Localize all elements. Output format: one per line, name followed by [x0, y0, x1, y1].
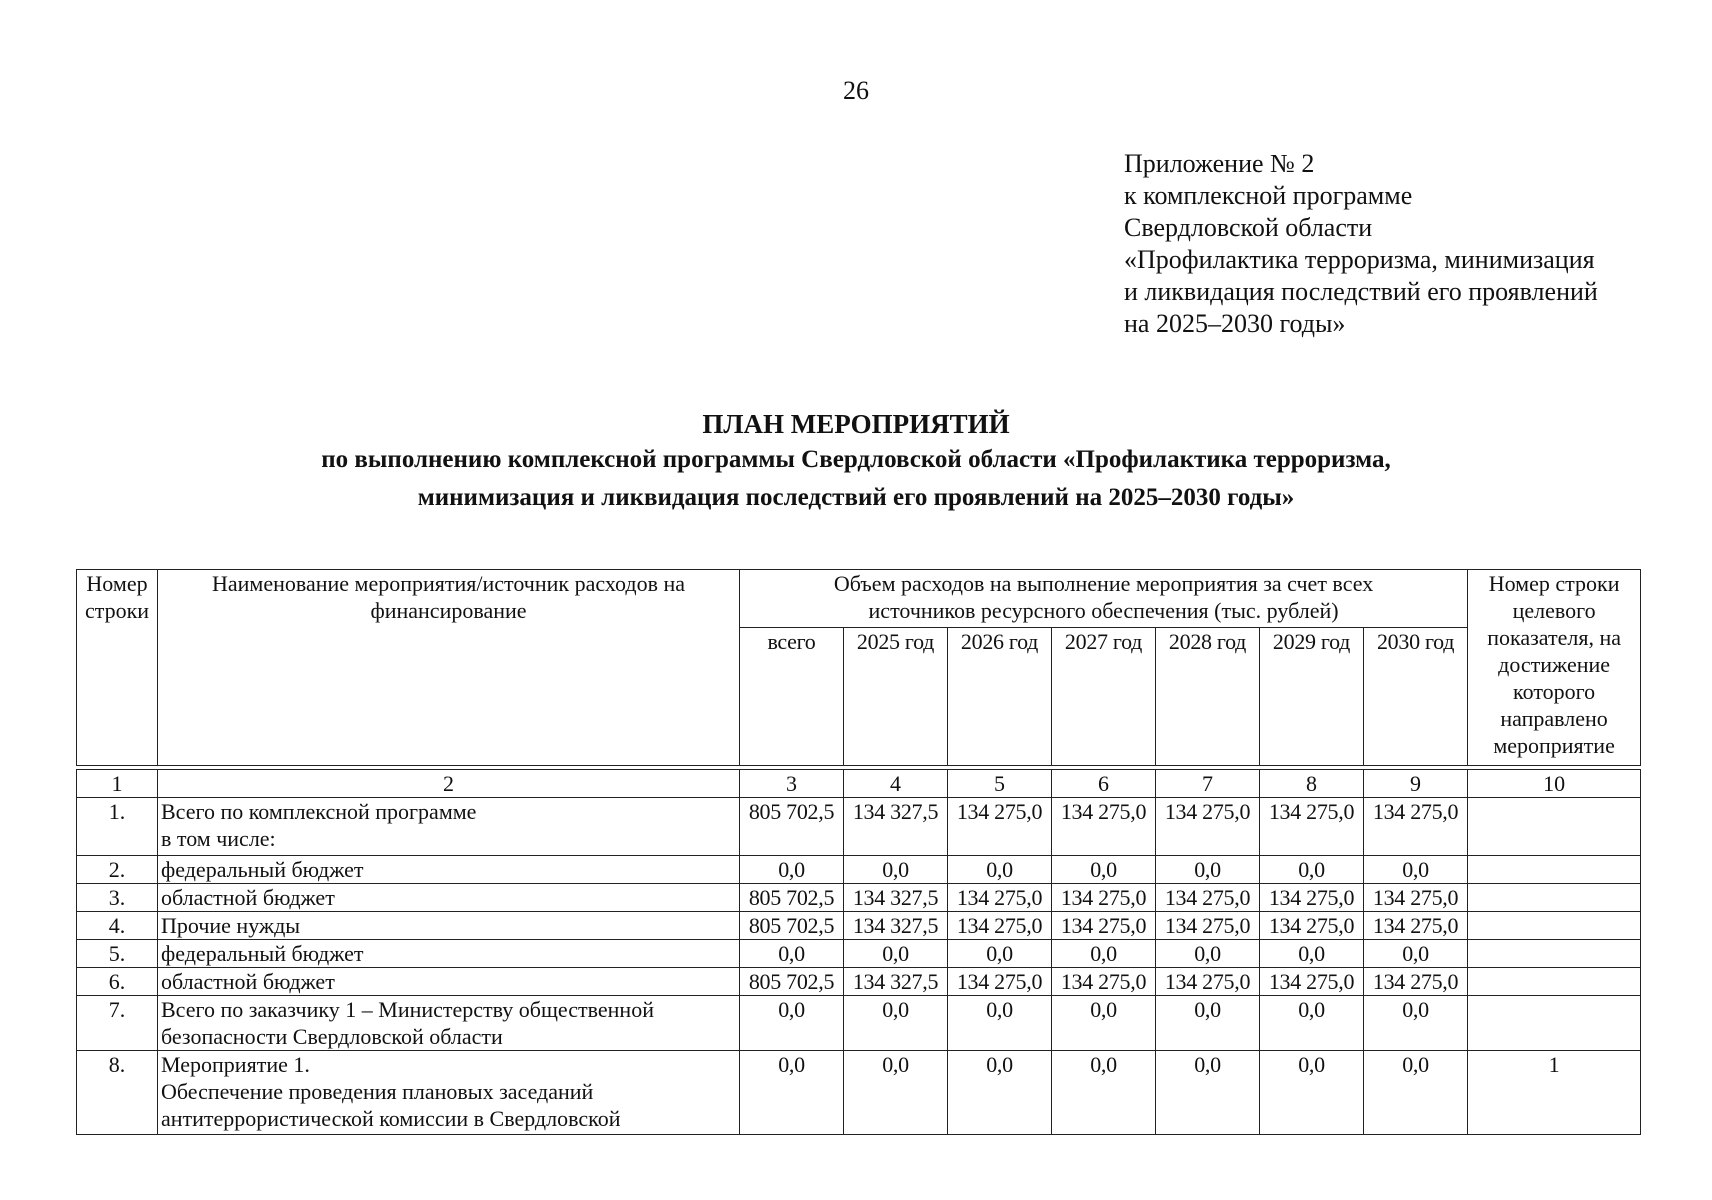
- amount-cell-y2027: 0,0: [1052, 940, 1156, 968]
- amount-cell-y2030: 0,0: [1364, 940, 1468, 968]
- header-year-2026: 2026 год: [948, 628, 1052, 766]
- header-year-2025: 2025 год: [844, 628, 948, 766]
- header-year-2028: 2028 год: [1156, 628, 1260, 766]
- amount-cell-total: 0,0: [740, 940, 844, 968]
- appendix-line: «Профилактика терроризма, минимизация: [1124, 245, 1595, 274]
- row-name-line: Прочие нужды: [161, 913, 301, 938]
- appendix-line: и ликвидация последствий его проявлений: [1124, 277, 1598, 306]
- table-row: [77, 912, 1641, 940]
- amount-cell-total: 805 702,5: [740, 968, 844, 996]
- table-row: [77, 968, 1641, 996]
- amount-cell-y2028: 134 275,0: [1156, 798, 1260, 856]
- row-name-cell: [158, 884, 740, 912]
- column-numbers-row: [77, 770, 1641, 798]
- table-row: [77, 940, 1641, 968]
- title-line: минимизация и ликвидация последствий его проявлений на 2025–2030 годы»: [417, 484, 1295, 511]
- amount-cell-y2025: 0,0: [844, 940, 948, 968]
- amount-cell-y2026: 0,0: [948, 940, 1052, 968]
- amount-cell-y2025: 0,0: [844, 996, 948, 1051]
- amount-cell-total: 805 702,5: [740, 798, 844, 856]
- row-name-line: Всего по комплексной программе: [161, 799, 477, 824]
- row-name-line: антитеррористической комиссии в Свердловской: [161, 1106, 621, 1131]
- row-name-line: Всего по заказчику 1 – Министерству общественной: [161, 997, 654, 1022]
- amount-cell-y2030: 0,0: [1364, 996, 1468, 1051]
- row-number-cell: 1.: [77, 798, 158, 856]
- amount-cell-y2029: 0,0: [1260, 1051, 1364, 1135]
- amount-cell-y2030: 134 275,0: [1364, 798, 1468, 856]
- amount-cell-y2029: 134 275,0: [1260, 798, 1364, 856]
- row-name-cell: [158, 856, 740, 884]
- row-name-line: федеральный бюджет: [161, 857, 364, 882]
- header-year-2029: 2029 год: [1260, 628, 1364, 766]
- header-name: Наименование мероприятия/источник расходов на финансирование: [158, 570, 740, 766]
- row-number-cell: 3.: [77, 884, 158, 912]
- row-name-line: областной бюджет: [161, 885, 335, 910]
- row-number-cell: 2.: [77, 856, 158, 884]
- amount-cell-y2026: 134 275,0: [948, 884, 1052, 912]
- table-row: [77, 856, 1641, 884]
- table-row: [77, 884, 1641, 912]
- amount-cell-y2027: 134 275,0: [1052, 968, 1156, 996]
- table-body: [77, 798, 1641, 1135]
- column-number: 10: [1468, 770, 1641, 798]
- row-number-cell: 5.: [77, 940, 158, 968]
- amount-cell-y2027: 0,0: [1052, 1051, 1156, 1135]
- amount-cell-y2025: 0,0: [844, 1051, 948, 1135]
- target-row-cell: [1468, 884, 1641, 912]
- column-number: 5: [948, 770, 1052, 798]
- title-line: по выполнению комплексной программы Свердловской области «Профилактика терроризма,: [321, 446, 1391, 473]
- amount-cell-y2026: 134 275,0: [948, 798, 1052, 856]
- table-row: [77, 996, 1641, 1051]
- amount-cell-y2027: 0,0: [1052, 996, 1156, 1051]
- amount-cell-y2025: 134 327,5: [844, 968, 948, 996]
- page-number: 26: [843, 76, 869, 105]
- header-target-row: Номер строки целевого показателя, на достижение которого направлено мероприятие: [1468, 570, 1641, 766]
- table-row: [77, 1051, 1641, 1135]
- amount-cell-y2025: 134 327,5: [844, 884, 948, 912]
- row-number-cell: 8.: [77, 1051, 158, 1135]
- amount-cell-y2027: 134 275,0: [1052, 798, 1156, 856]
- row-name-line: в том числе:: [161, 826, 276, 851]
- amount-cell-y2026: 134 275,0: [948, 912, 1052, 940]
- row-name-line: Обеспечение проведения плановых заседаний: [161, 1079, 594, 1104]
- row-name-cell: [158, 996, 740, 1051]
- amount-cell-total: 0,0: [740, 856, 844, 884]
- row-number-cell: 7.: [77, 996, 158, 1051]
- column-number: 7: [1156, 770, 1260, 798]
- amount-cell-y2028: 0,0: [1156, 940, 1260, 968]
- row-number-cell: 4.: [77, 912, 158, 940]
- appendix-note: [1124, 148, 1598, 340]
- header-volume: Объем расходов на выполнение мероприятия за счет всех источников ресурсного обеспечения (тыс. рублей): [740, 570, 1468, 628]
- amount-cell-y2028: 0,0: [1156, 996, 1260, 1051]
- amount-cell-y2029: 134 275,0: [1260, 968, 1364, 996]
- target-row-cell: 1: [1468, 1051, 1641, 1135]
- amount-cell-y2030: 134 275,0: [1364, 968, 1468, 996]
- amount-cell-y2029: 0,0: [1260, 996, 1364, 1051]
- amount-cell-total: 0,0: [740, 996, 844, 1051]
- row-name-line: безопасности Свердловской области: [161, 1024, 503, 1049]
- appendix-line: Приложение № 2: [1124, 149, 1315, 178]
- amount-cell-y2027: 0,0: [1052, 856, 1156, 884]
- amount-cell-y2028: 134 275,0: [1156, 884, 1260, 912]
- column-number: 6: [1052, 770, 1156, 798]
- row-number-cell: 6.: [77, 968, 158, 996]
- amount-cell-y2028: 0,0: [1156, 856, 1260, 884]
- amount-cell-y2029: 0,0: [1260, 940, 1364, 968]
- amount-cell-y2026: 0,0: [948, 1051, 1052, 1135]
- target-row-cell: [1468, 940, 1641, 968]
- row-name-cell: [158, 968, 740, 996]
- row-name-line: Мероприятие 1.: [161, 1052, 310, 1077]
- appendix-line: Свердловской области: [1124, 213, 1373, 242]
- amount-cell-y2028: 134 275,0: [1156, 968, 1260, 996]
- amount-cell-y2026: 134 275,0: [948, 968, 1052, 996]
- amount-cell-total: 805 702,5: [740, 884, 844, 912]
- amount-cell-y2030: 0,0: [1364, 856, 1468, 884]
- amount-cell-y2026: 0,0: [948, 856, 1052, 884]
- row-name-cell: [158, 798, 740, 856]
- column-number: 4: [844, 770, 948, 798]
- header-year-2030: 2030 год: [1364, 628, 1468, 766]
- document-title: [0, 407, 1712, 517]
- amount-cell-y2029: 0,0: [1260, 856, 1364, 884]
- target-row-cell: [1468, 968, 1641, 996]
- header-row-number: Номер строки: [77, 570, 158, 766]
- amount-cell-y2030: 0,0: [1364, 1051, 1468, 1135]
- row-name-cell: [158, 1051, 740, 1135]
- row-name-cell: [158, 912, 740, 940]
- amount-cell-y2025: 0,0: [844, 856, 948, 884]
- amount-cell-y2028: 0,0: [1156, 1051, 1260, 1135]
- amount-cell-y2029: 134 275,0: [1260, 884, 1364, 912]
- table-row: [77, 798, 1641, 856]
- column-number: 2: [158, 770, 740, 798]
- header-year-2027: 2027 год: [1052, 628, 1156, 766]
- amount-cell-y2025: 134 327,5: [844, 798, 948, 856]
- amount-cell-y2025: 134 327,5: [844, 912, 948, 940]
- amount-cell-y2027: 134 275,0: [1052, 884, 1156, 912]
- plan-table: [76, 569, 1641, 1135]
- amount-cell-total: 0,0: [740, 1051, 844, 1135]
- target-row-cell: [1468, 798, 1641, 856]
- header-total: всего: [740, 628, 844, 766]
- appendix-line: на 2025–2030 годы»: [1124, 309, 1346, 338]
- row-name-line: областной бюджет: [161, 969, 335, 994]
- target-row-cell: [1468, 912, 1641, 940]
- column-number: 8: [1260, 770, 1364, 798]
- amount-cell-y2029: 134 275,0: [1260, 912, 1364, 940]
- column-number: 3: [740, 770, 844, 798]
- amount-cell-y2030: 134 275,0: [1364, 912, 1468, 940]
- column-number: 1: [77, 770, 158, 798]
- amount-cell-y2027: 134 275,0: [1052, 912, 1156, 940]
- amount-cell-y2028: 134 275,0: [1156, 912, 1260, 940]
- title-main: ПЛАН МЕРОПРИЯТИЙ: [702, 409, 1010, 439]
- column-number: 9: [1364, 770, 1468, 798]
- amount-cell-total: 805 702,5: [740, 912, 844, 940]
- row-name-cell: [158, 940, 740, 968]
- amount-cell-y2026: 0,0: [948, 996, 1052, 1051]
- row-name-line: федеральный бюджет: [161, 941, 364, 966]
- target-row-cell: [1468, 996, 1641, 1051]
- amount-cell-y2030: 134 275,0: [1364, 884, 1468, 912]
- appendix-line: к комплексной программе: [1124, 181, 1413, 210]
- target-row-cell: [1468, 856, 1641, 884]
